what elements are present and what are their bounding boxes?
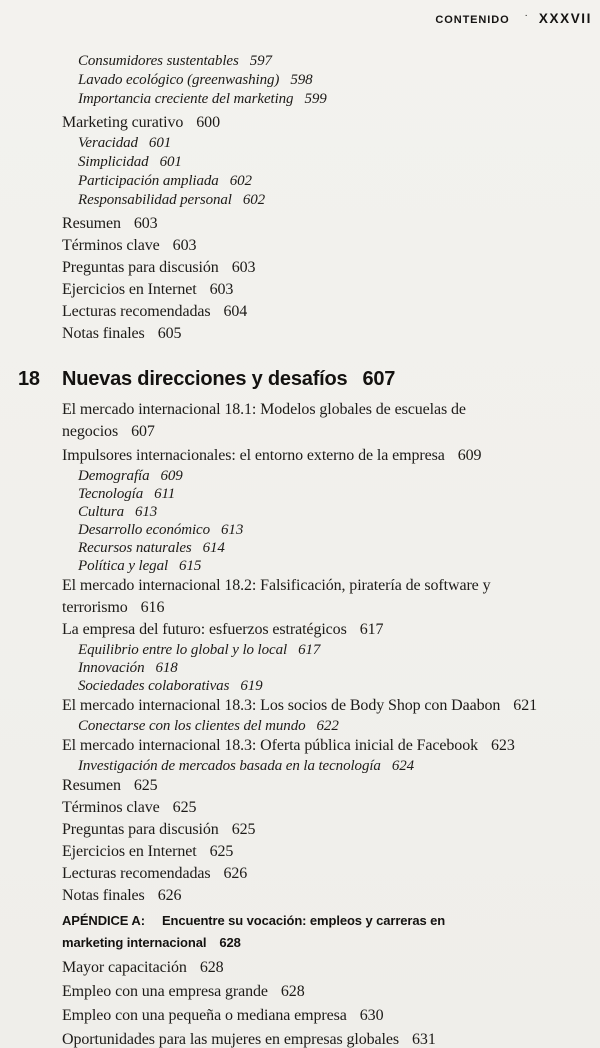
- toc-entry: [62, 775, 600, 797]
- toc-entry: [62, 641, 600, 659]
- entry-page: 626: [157, 887, 182, 904]
- entry-label: Responsabilidad personal: [78, 192, 232, 208]
- toc-entry: [62, 885, 600, 907]
- entry-label: Notas finales: [62, 887, 145, 904]
- entry-page: 603: [133, 215, 158, 232]
- entry-label: Empleo con una empresa grande: [62, 983, 268, 1000]
- entry-label: Términos clave: [62, 237, 160, 254]
- toc-entry: [62, 757, 600, 775]
- entry-label: Empleo con una pequeña o mediana empresa: [62, 1007, 347, 1024]
- entry-page: 623: [491, 737, 515, 754]
- entry-page: 630: [359, 1007, 384, 1024]
- entry-page: 597: [249, 53, 272, 69]
- toc-block-chapter17-end: [62, 52, 600, 345]
- entry-label: Participación ampliada: [78, 173, 219, 189]
- entry-page: 619: [240, 678, 263, 694]
- entry-label: Sociedades colaborativas: [78, 678, 230, 694]
- entry-label: Notas finales: [62, 325, 145, 342]
- entry-label: Lavado ecológico (greenwashing): [78, 72, 280, 88]
- chapter-title: Nuevas direcciones y desafíos: [62, 368, 348, 390]
- entry-label: Resumen: [62, 777, 121, 794]
- entry-label: Recursos naturales: [78, 540, 192, 556]
- entry-page: 609: [457, 447, 482, 464]
- entry-page: 625: [172, 799, 197, 816]
- entry-label: Simplicidad: [78, 154, 149, 170]
- toc-entry: [62, 323, 600, 345]
- entry-label: El mercado internacional 18.3: Oferta pública inicial de Facebook: [62, 737, 479, 754]
- toc-entry: [62, 863, 600, 885]
- entry-page: 607: [131, 423, 155, 440]
- toc-entry: [62, 539, 600, 557]
- entry-label: Conectarse con los clientes del mundo: [78, 718, 306, 734]
- entry-label: Veracidad: [78, 135, 138, 151]
- entry-label: Política y legal: [78, 558, 169, 574]
- toc-entry: [62, 695, 600, 717]
- toc-entry: [62, 90, 600, 109]
- toc-entry: [62, 134, 600, 153]
- entry-label: Innovación: [78, 660, 145, 676]
- entry-label: Desarrollo económico: [78, 522, 211, 538]
- entry-page: 625: [209, 843, 234, 860]
- entry-label: Ejercicios en Internet: [62, 281, 197, 298]
- toc-entry: [62, 659, 600, 677]
- toc-entry: [62, 153, 600, 172]
- toc-entry: [62, 112, 600, 134]
- toc-entry: [62, 485, 600, 503]
- entry-label: El mercado internacional 18.3: Los socios de Body Shop con Daabon: [62, 697, 501, 714]
- page-number-roman: XXXVII: [538, 11, 592, 26]
- entry-page: 625: [231, 821, 256, 838]
- entry-label: Preguntas para discusión: [62, 259, 219, 276]
- toc-entry: [62, 1004, 600, 1028]
- toc-entry: [62, 71, 600, 90]
- entry-label: Importancia creciente del marketing: [78, 91, 294, 107]
- toc-entry: [62, 445, 600, 467]
- toc-entry: [62, 213, 600, 235]
- toc-entry: [62, 797, 600, 819]
- entry-page: 617: [359, 621, 384, 638]
- entry-page: 598: [290, 72, 313, 88]
- entry-label: La empresa del futuro: esfuerzos estratégicos: [62, 621, 347, 638]
- toc-entry: [62, 735, 600, 757]
- entry-page: 601: [148, 135, 172, 151]
- entry-page: 614: [202, 540, 225, 556]
- toc-block-chapter18: [62, 399, 600, 907]
- entry-page: 609: [160, 468, 183, 484]
- entry-label: Oportunidades para las mujeres en empresas globales: [62, 1031, 400, 1048]
- running-header: [435, 11, 592, 26]
- entry-label: Preguntas para discusión: [62, 821, 219, 838]
- entry-page: 599: [304, 91, 327, 107]
- entry-page: 602: [242, 192, 266, 208]
- entry-page: 615: [179, 558, 202, 574]
- toc-entry: [62, 956, 600, 980]
- chapter-page: 607: [362, 368, 396, 390]
- entry-label: Lecturas recomendadas: [62, 865, 211, 882]
- entry-label: El mercado internacional 18.1: Modelos globales de escuelas de negocios: [62, 401, 466, 440]
- entry-page: 603: [231, 259, 256, 276]
- entry-page: 618: [155, 660, 178, 676]
- entry-page: 616: [140, 599, 165, 616]
- appendix-title: Encuentre su vocación: empleos y carreras en marketing internacional: [62, 913, 446, 950]
- entry-page: 624: [391, 758, 415, 774]
- chapter-heading: [18, 366, 600, 392]
- entry-label: Cultura: [78, 504, 124, 520]
- entry-page: 604: [223, 303, 248, 320]
- toc-entry: [62, 279, 600, 301]
- entry-label: Términos clave: [62, 799, 160, 816]
- appendix-heading: [62, 910, 502, 954]
- toc-entry: [62, 257, 600, 279]
- entry-label: Consumidores sustentables: [78, 53, 239, 69]
- entry-page: 617: [298, 642, 321, 658]
- entry-label: Lecturas recomendadas: [62, 303, 211, 320]
- entry-page: 603: [209, 281, 234, 298]
- toc-content: [18, 52, 600, 1048]
- toc-entry: [62, 521, 600, 539]
- entry-page: 613: [134, 504, 158, 520]
- appendix-page: 628: [219, 935, 241, 950]
- entry-label: Ejercicios en Internet: [62, 843, 197, 860]
- entry-label: Impulsores internacionales: el entorno externo de la empresa: [62, 447, 445, 464]
- header-separator-dot: ·: [524, 10, 528, 21]
- entry-page: 621: [513, 697, 537, 714]
- toc-block-appendix: [62, 956, 600, 1048]
- entry-page: 625: [133, 777, 158, 794]
- toc-entry: [62, 399, 552, 443]
- toc-entry: [62, 467, 600, 485]
- entry-label: Investigación de mercados basada en la tecnología: [78, 758, 381, 774]
- entry-label: Tecnología: [78, 486, 144, 502]
- toc-entry: [62, 235, 600, 257]
- entry-label: Mayor capacitación: [62, 959, 187, 976]
- contents-header-label: CONTENIDO: [435, 14, 510, 26]
- toc-entry: [62, 717, 600, 735]
- entry-page: 631: [412, 1031, 436, 1048]
- entry-page: 626: [223, 865, 248, 882]
- entry-label: Marketing curativo: [62, 114, 184, 131]
- toc-entry: [62, 557, 600, 575]
- toc-entry: [62, 1028, 600, 1048]
- entry-label: Demografía: [78, 468, 150, 484]
- entry-page: 628: [199, 959, 224, 976]
- toc-entry: [62, 575, 592, 619]
- toc-entry: [62, 172, 600, 191]
- entry-label: El mercado internacional 18.2: Falsificación, piratería de software y terrorismo: [62, 577, 491, 616]
- entry-page: 628: [280, 983, 305, 1000]
- entry-page: 605: [157, 325, 182, 342]
- toc-entry: [62, 841, 600, 863]
- toc-entry: [62, 619, 600, 641]
- entry-page: 611: [154, 486, 176, 502]
- toc-entry: [62, 819, 600, 841]
- toc-entry: [62, 301, 600, 323]
- entry-label: Equilibrio entre lo global y lo local: [78, 642, 288, 658]
- entry-page: 600: [196, 114, 220, 131]
- entry-page: 601: [159, 154, 182, 170]
- toc-entry: [62, 52, 600, 71]
- entry-page: 622: [316, 718, 339, 734]
- toc-entry: [62, 191, 600, 210]
- chapter-number: 18: [18, 368, 40, 390]
- appendix-label: APÉNDICE A:: [62, 913, 145, 928]
- toc-entry: [62, 980, 600, 1004]
- entry-page: 603: [172, 237, 197, 254]
- entry-page: 613: [221, 522, 244, 538]
- toc-entry: [62, 503, 600, 521]
- entry-label: Resumen: [62, 215, 121, 232]
- toc-entry: [62, 677, 600, 695]
- entry-page: 602: [229, 173, 252, 189]
